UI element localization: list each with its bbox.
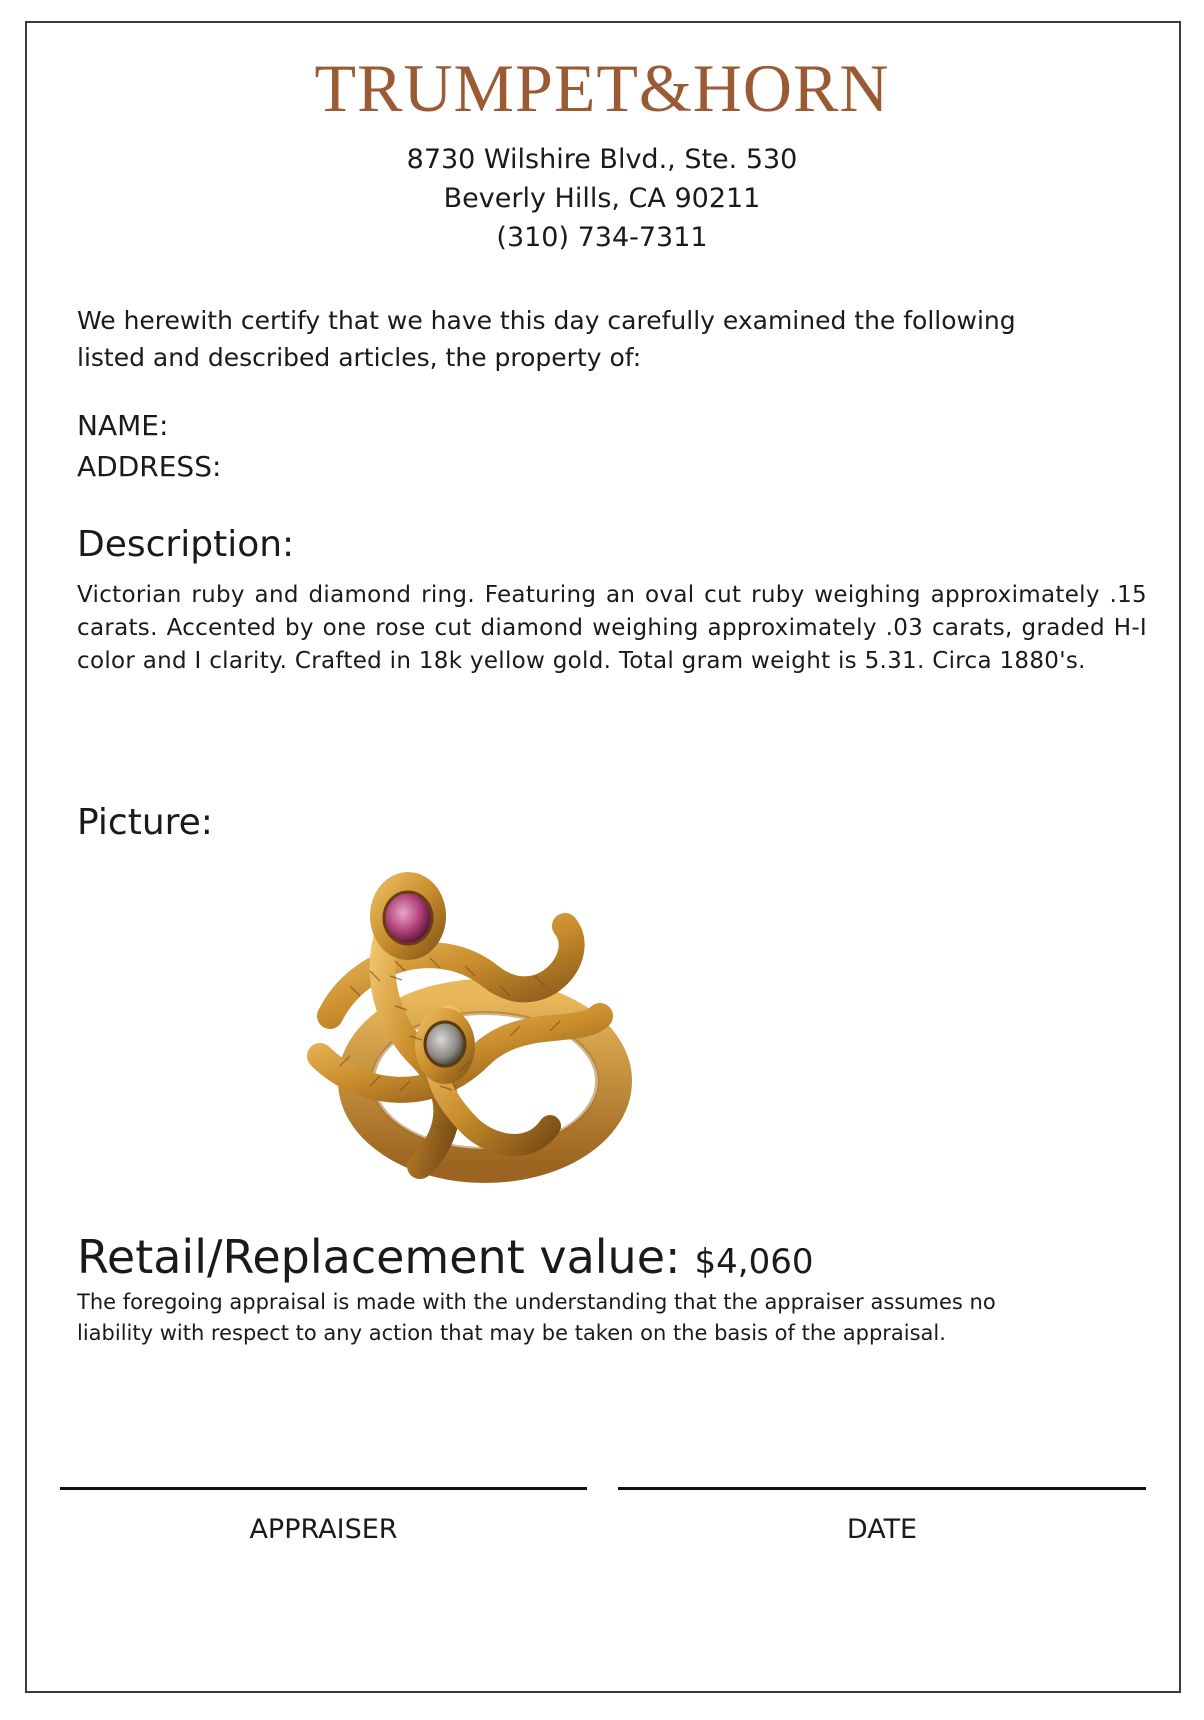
picture-heading: Picture: (77, 802, 213, 843)
disclaimer-line-2: liability with respect to any action that may be taken on the basis of the appraisal. (77, 1321, 946, 1345)
address-phone: (310) 734-7311 (496, 222, 708, 253)
date-signature-line[interactable] (618, 1487, 1146, 1490)
appraiser-label: APPRAISER (249, 1514, 398, 1545)
ring-photo (300, 866, 640, 1206)
address-street: 8730 Wilshire Blvd., Ste. 530 (406, 144, 798, 175)
disclaimer-line-1: The foregoing appraisal is made with the understanding that the appraiser assumes no (77, 1290, 996, 1314)
address-city: Beverly Hills, CA 90211 (443, 183, 761, 214)
disclaimer (77, 1287, 1157, 1349)
valuation-label: Retail/Replacement value: (77, 1230, 681, 1284)
brand-logo: TRUMPET&HORN (314, 50, 890, 126)
appraiser-signature-line[interactable] (60, 1487, 587, 1490)
valuation-amount: $4,060 (694, 1242, 814, 1282)
description-text: Victorian ruby and diamond ring. Featuring an oval cut ruby weighing approximately .15 carats. Accented by one rose cut diamond weighing approximately .03 carats, graded H-I color and I clarity. Crafted in 18k yellow gold. Total gram weight is 5.31. Circa 1880's. (77, 582, 1147, 674)
date-label: DATE (846, 1514, 918, 1545)
valuation-row (77, 1228, 813, 1291)
document-border (25, 21, 1181, 1693)
certification-line-2: listed and described articles, the property of: (77, 343, 642, 372)
address-field-label: ADDRESS: (77, 450, 222, 483)
description-heading: Description: (77, 524, 295, 565)
certification-line-1: We herewith certify that we have this day carefully examined the following (77, 306, 1016, 335)
name-field-label: NAME: (77, 409, 169, 442)
gold-snake-ring-photo-icon (300, 866, 640, 1206)
